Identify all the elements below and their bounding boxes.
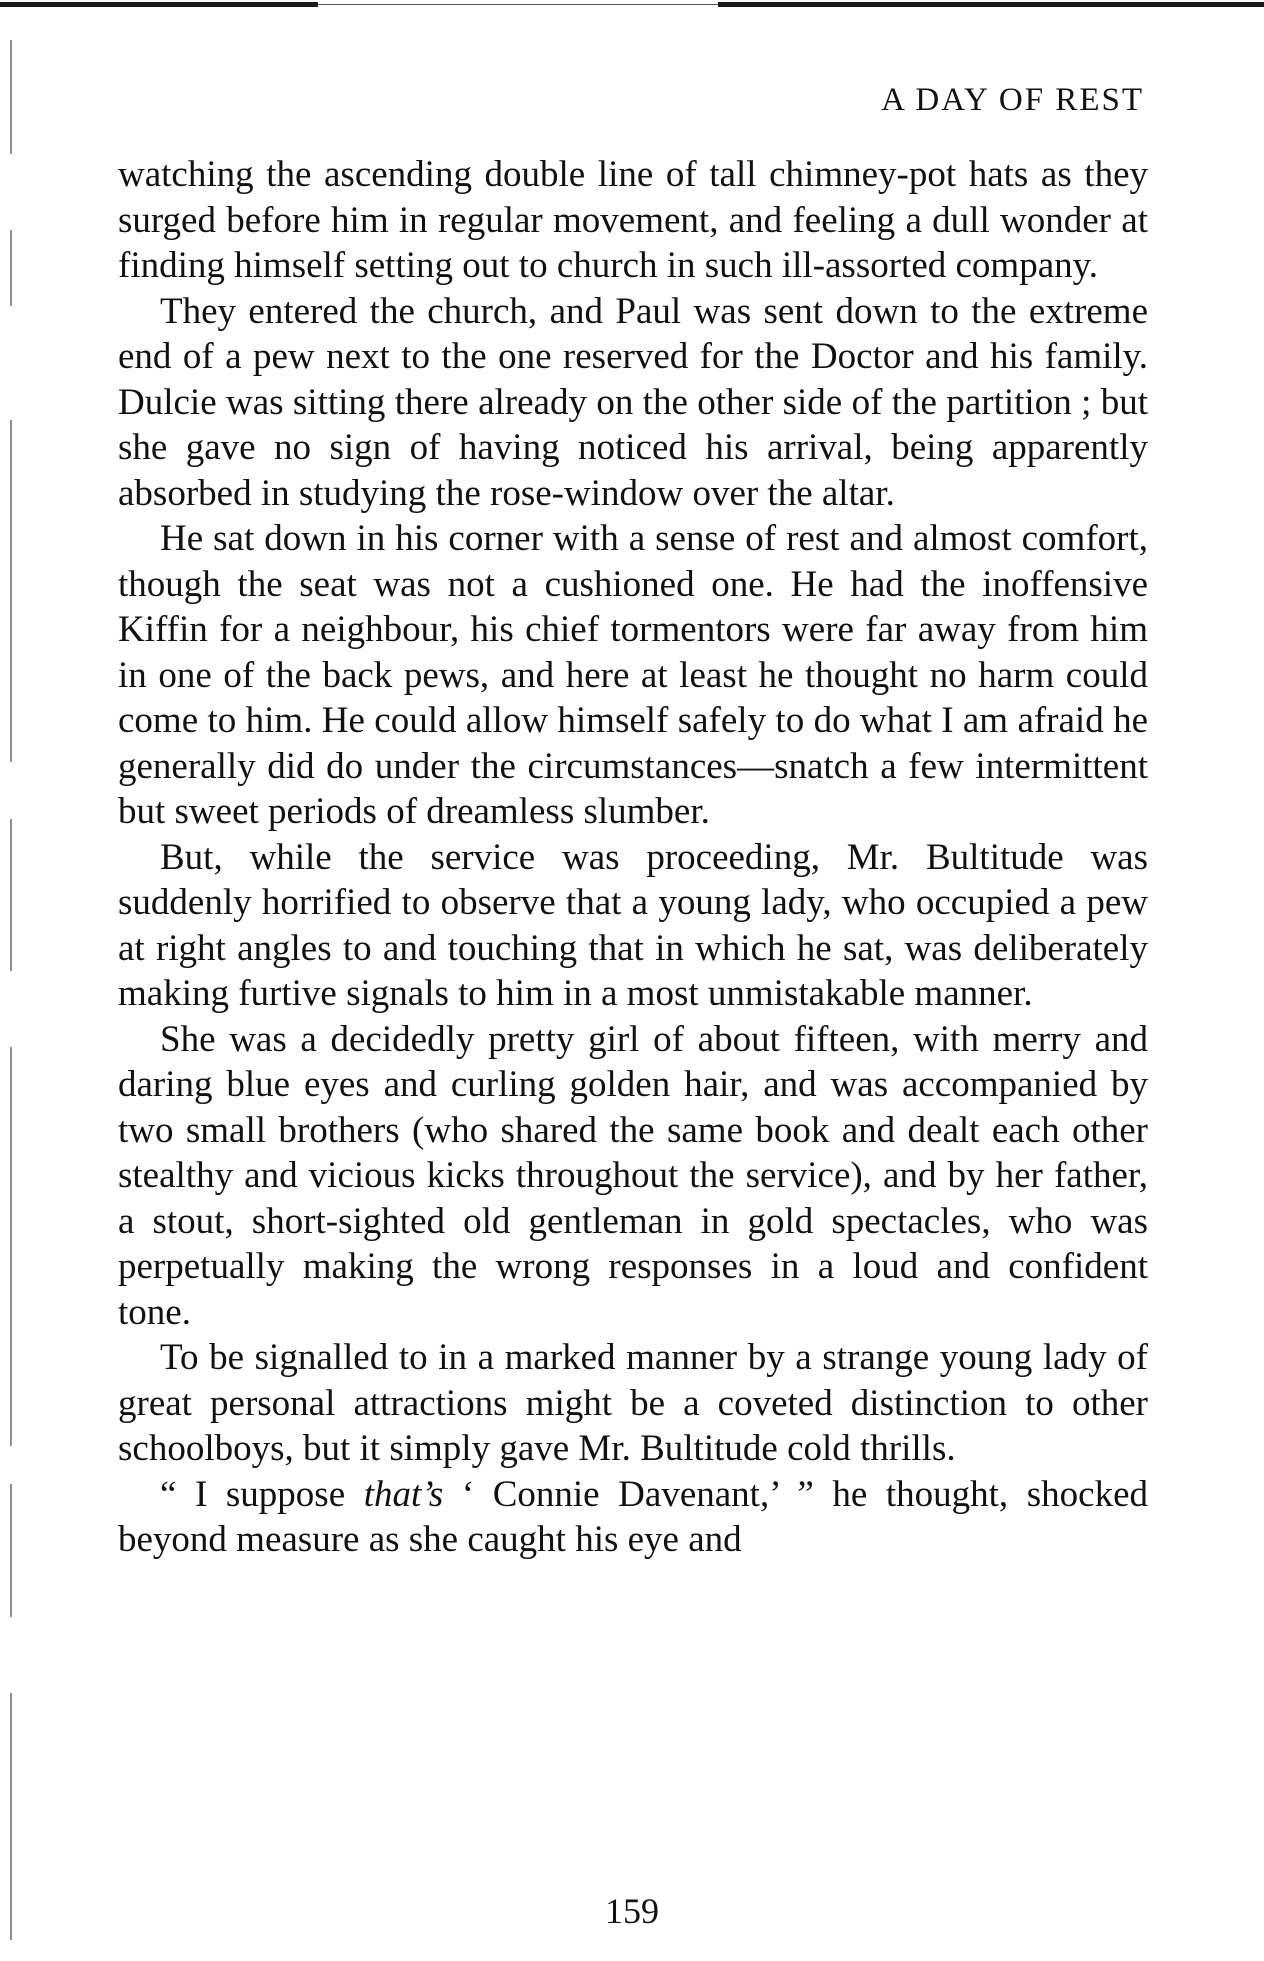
page-number: 159: [605, 1891, 659, 1931]
paragraph-continuation: watching the ascending double line of tall chimney-pot hats as they surged before him in regular movement, and feeling a dull wonder at finding himself setting out to church in such ill-assorted company.: [118, 154, 1148, 286]
paragraph: She was a decidedly pretty girl of about fifteen, with merry and daring blue eyes and curling golden hair, and was accompanied by two small brothers (who shared the same book and dealt each other stealthy and vicious kicks throughout the service), and by her father, a stout, short-sighted old gentleman in gold spectacles, who was perpetually making the wrong responses in a loud and confident tone.: [118, 1018, 1148, 1333]
paragraph: To be signalled to in a marked manner by a strange young lady of great personal attractions might be a coveted distinction to other schoolboys, but it simply gave Mr. Bultitude cold thrills.: [118, 1337, 1148, 1469]
quote-start: “ I suppose: [160, 1473, 364, 1515]
paragraph: He sat down in his corner with a sense of rest and almost comfort, though the seat was not a cushioned one. He had the inoffensive Kiffin for a neighbour, his chief tormentors were far away from him in one of the back pews, and here at least he thought no harm could come to him. He could allow himself safely to do what I am afraid he generally did do under the circumstances—snatch a few intermittent but sweet periods of dreamless slumber.: [118, 518, 1148, 832]
running-head: A DAY OF REST: [881, 82, 1144, 118]
paragraph: But, while the service was proceeding, Mr. Bultitude was suddenly horrified to observe that a young lady, who occupied a pew at right angles to and touching that in which he sat, was deliberately making furtive signals to him in a most unmistakable manner.: [118, 836, 1148, 1014]
body-text: [118, 152, 1148, 1563]
page-edge-shadow: [10, 40, 12, 1940]
top-rule-thin: [318, 4, 718, 5]
italic-word: that’s: [363, 1473, 444, 1515]
paragraph: They entered the church, and Paul was sent down to the extreme end of a pew next to the one reserved for the Doctor and his family. Dulcie was sitting there already on the other side of the partition ; but she gave no sign of having noticed his arrival, being apparently absorbed in studying the rose-window over the altar.: [118, 290, 1148, 514]
quote-rest: ‘ Connie Davenant,’ ” he thought, shocked beyond measure as she caught his eye and: [118, 1473, 1148, 1560]
paragraph-last: [118, 1472, 1148, 1563]
